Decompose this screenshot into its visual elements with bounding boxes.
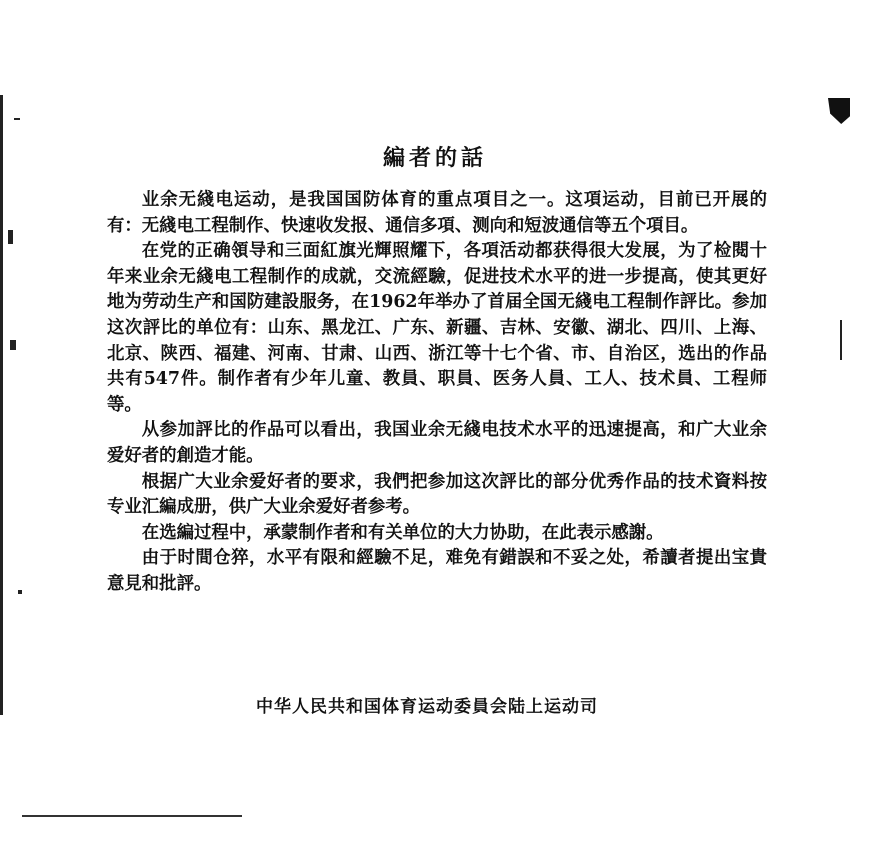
scan-corner-mark xyxy=(828,98,850,124)
paragraph: 从参加評比的作品可以看出，我国业余无綫电技术水平的迅速提高，和广大业余爱好者的創造才能。 xyxy=(107,420,767,466)
paragraph: 根据广大业余爱好者的要求，我們把参加这次評比的部分优秀作品的技术資料按专业汇編成册，供广大业余爱好者参考。 xyxy=(107,471,767,518)
signature: 中华人民共和国体育运动委員会陆上运动司 xyxy=(256,697,598,717)
paragraph: 业余无綫电运动，是我国国防体育的重点項目之一。这項运动，目前已开展的有：无綫电工程制作、快速收发报、通信多項、测向和短波通信等五个項目。 xyxy=(107,190,767,236)
paragraph: 由于时間仓猝，水平有限和經驗不足，难免有錯誤和不妥之处，希讀者提出宝貴意見和批評。 xyxy=(107,548,767,594)
editor-note-body xyxy=(107,188,767,598)
scan-bottom-scratch xyxy=(22,815,242,817)
scan-speck xyxy=(18,590,22,594)
page-title: 編者的話 xyxy=(382,146,487,171)
paragraph: 在党的正确領导和三面紅旗光輝照耀下，各項活动都获得很大发展，为了检閱十年来业余无綫电工程制作的成就，交流經驗，促进技术水平的进一步提高，使其更好地为劳动生产和国防建設服务，在1962年举办了首届全国无綫电工程制作評比。参加这次評比的单位有：山东、黑龙江、广东、新疆、吉林、安徽、湖北、四川、上海、北京、陕西、福建、河南、甘肃、山西、浙江等十七个省、市、自治区，选出的作品共有547件。制作者有少年儿童、教員、职員、医务人員、工人、技术員、工程师等。 xyxy=(107,241,767,415)
scan-speck xyxy=(14,118,20,120)
scan-speck xyxy=(10,340,16,350)
scan-edge-shadow xyxy=(0,95,3,715)
scan-speck xyxy=(8,230,13,244)
scan-speck xyxy=(840,320,842,360)
paragraph: 在选編过程中，承蒙制作者和有关单位的大力协助，在此表示感謝。 xyxy=(141,522,664,543)
